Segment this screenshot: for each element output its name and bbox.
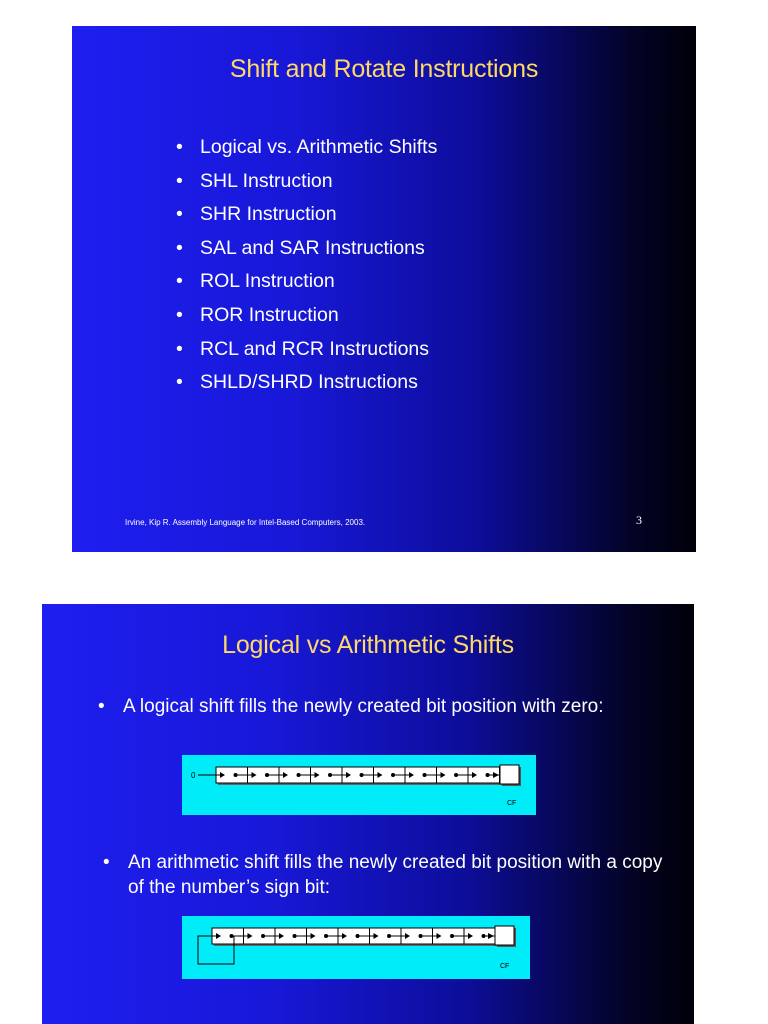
slide-logical-vs-arithmetic — [42, 604, 694, 1024]
carry-flag-box — [495, 926, 514, 945]
arithmetic-shift-svg — [182, 916, 530, 979]
topic-label: SHL Instruction — [200, 169, 333, 192]
topic-item — [176, 265, 437, 299]
bullet-icon: • — [176, 236, 183, 259]
bullet-icon: • — [103, 852, 110, 873]
topic-item — [176, 165, 437, 199]
logical-shift-text: A logical shift fills the newly created bit position with zero: — [123, 696, 604, 717]
bullet-icon: • — [176, 169, 183, 192]
topic-label: SHR Instruction — [200, 203, 337, 226]
slide-title: Shift and Rotate Instructions — [229, 55, 539, 83]
zero-input-label: 0 — [191, 771, 196, 780]
topic-label: SHLD/SHRD Instructions — [200, 371, 418, 394]
bullet-icon: • — [176, 136, 183, 158]
carry-flag-label: CF — [507, 800, 517, 807]
topic-label: RCL and RCR Instructions — [200, 337, 430, 360]
bullet-icon: • — [176, 337, 183, 360]
topic-item — [176, 131, 437, 165]
slide-footer-citation: Irvine, Kip R. Assembly Language for Intel-Based Computers, 2003. — [125, 518, 366, 527]
logical-shift-diagram — [182, 755, 536, 815]
bullet-icon: • — [176, 203, 183, 226]
topic-label: SAL and SAR Instructions — [200, 236, 425, 259]
bullet-icon: • — [176, 270, 183, 293]
page-number: 3 — [636, 513, 642, 527]
slide-shift-and-rotate — [72, 26, 696, 552]
arithmetic-shift-text: An arithmetic shift fills the newly created bit position with a copy of the number’s sign bit: — [128, 852, 663, 898]
topic-list — [176, 131, 437, 400]
bullet-icon: • — [176, 303, 183, 326]
arithmetic-shift-point — [103, 850, 663, 900]
topic-item — [176, 232, 437, 266]
topic-label: Logical vs. Arithmetic Shifts — [200, 136, 438, 158]
slide-title: Logical vs Arithmetic Shifts — [222, 631, 514, 659]
topic-label: ROL Instruction — [200, 270, 335, 293]
logical-shift-point — [98, 694, 658, 719]
topic-item — [176, 333, 437, 367]
bullet-icon: • — [176, 371, 183, 394]
carry-flag-box — [500, 765, 519, 784]
topic-item — [176, 366, 437, 400]
arithmetic-shift-diagram — [182, 916, 530, 979]
logical-shift-svg — [182, 755, 536, 815]
topic-item — [176, 198, 437, 232]
carry-flag-label: CF — [500, 963, 510, 970]
bullet-icon: • — [98, 696, 105, 717]
topic-item — [176, 299, 437, 333]
topic-label: ROR Instruction — [200, 303, 339, 326]
